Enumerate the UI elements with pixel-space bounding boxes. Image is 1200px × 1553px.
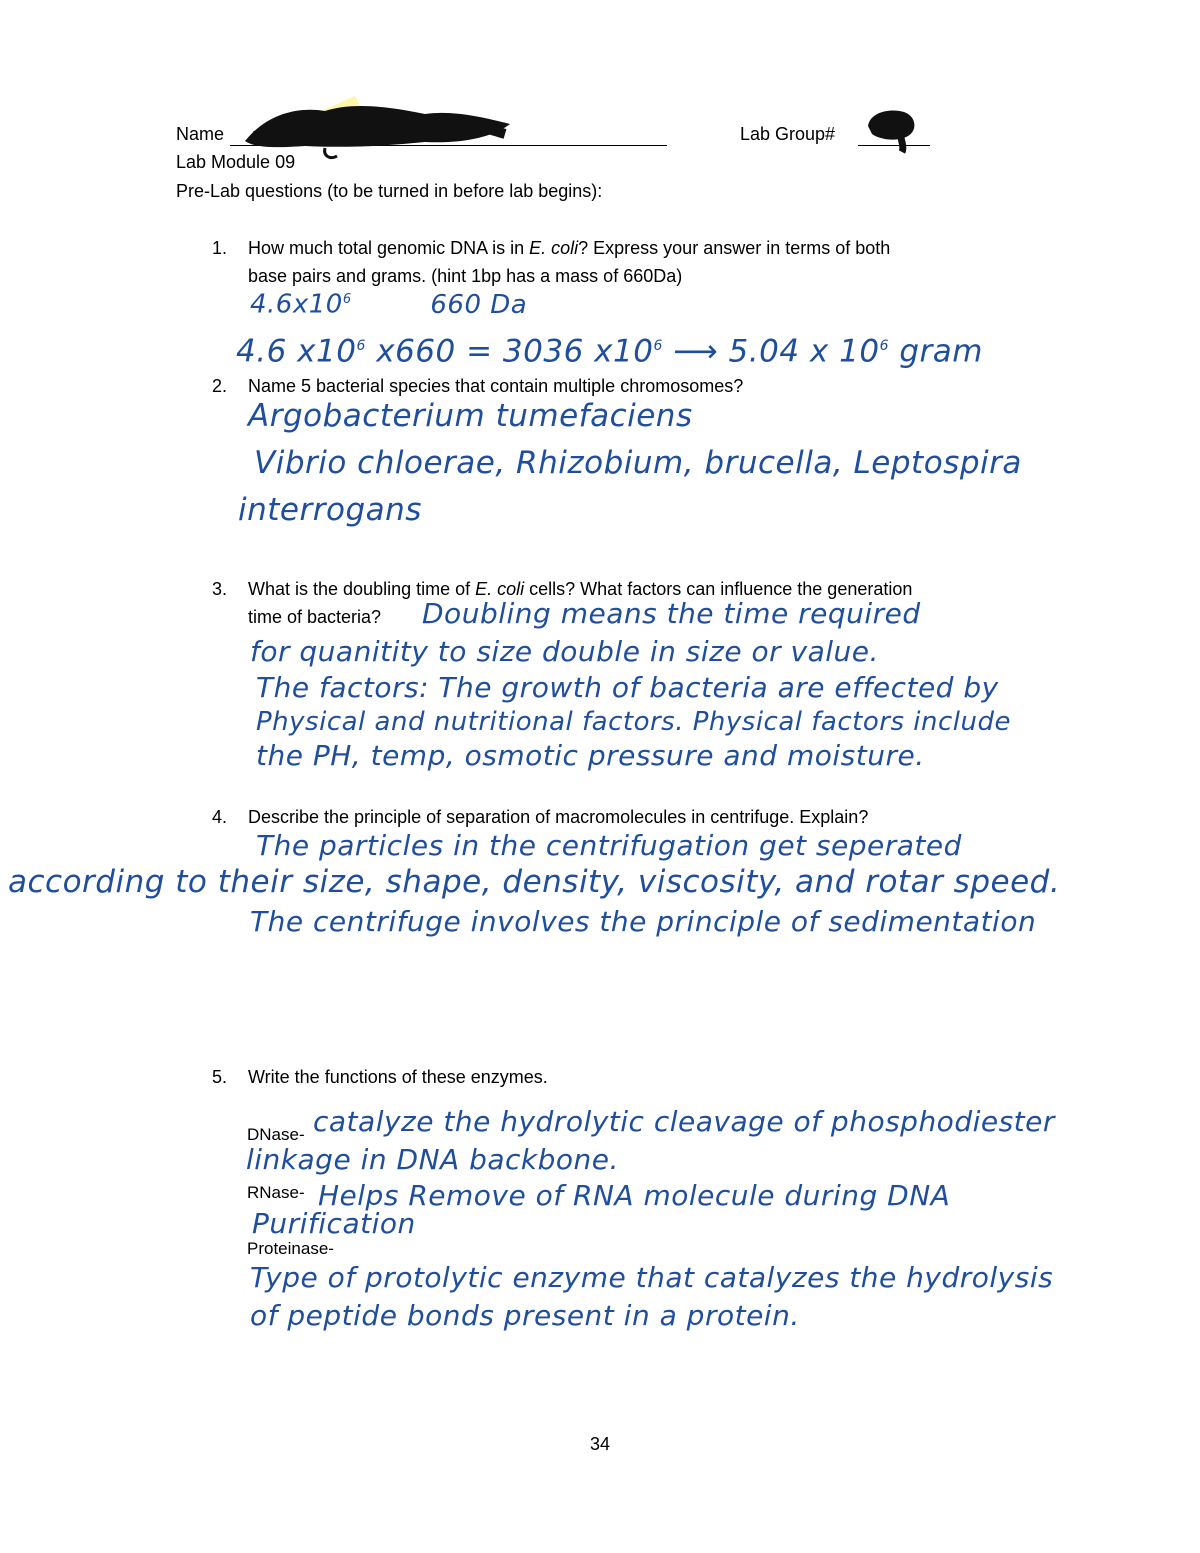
answer-1-line-1: $4.6x10^6$ 660 Da xyxy=(250,289,528,320)
answer-2-line-1: Argobacterium tumefaciens xyxy=(248,398,693,434)
dnase-answer-line-1: catalyze the hydrolytic cleavage of phosphodiester xyxy=(313,1105,1055,1138)
question-number: 3. xyxy=(212,579,228,599)
rnase-answer-line-2: Purification xyxy=(252,1207,416,1240)
dnase-answer-line-2: linkage in DNA backbone. xyxy=(246,1143,619,1176)
question-3: 3. What is the doubling time of E. coli cells? What factors can influence the generation xyxy=(212,579,913,599)
answer-3-line-1: Doubling means the time required xyxy=(422,597,921,630)
proteinase-answer-line-2: of peptide bonds present in a protein. xyxy=(250,1299,800,1332)
question-number: 4. xyxy=(212,807,228,827)
question-number: 5. xyxy=(212,1067,228,1087)
dnase-label: DNase- xyxy=(247,1125,305,1144)
answer-2-line-2: Vibrio chloerae, Rhizobium, brucella, Leptospira xyxy=(254,445,1022,481)
answer-2-line-3: interrogans xyxy=(238,492,422,528)
question-3-line-2: time of bacteria? xyxy=(248,607,382,627)
answer-3-line-2: for quanitity to size double in size or value. xyxy=(250,635,879,668)
rnase-answer-line-1: Helps Remove of RNA molecule during DNA xyxy=(318,1179,951,1212)
lab-group-label: Lab Group# xyxy=(740,124,836,144)
question-1-line-2: base pairs and grams. (hint 1bp has a mass of 660Da) xyxy=(248,266,683,286)
name-label: Name xyxy=(176,124,225,144)
question-5: 5. Write the functions of these enzymes. xyxy=(212,1067,548,1087)
question-1: 1. How much total genomic DNA is in E. coli? Express your answer in terms of both xyxy=(212,238,891,258)
pre-lab-instructions: Pre-Lab questions (to be turned in before lab begins): xyxy=(176,181,603,201)
proteinase-answer-line-1: Type of protolytic enzyme that catalyzes the hydrolysis xyxy=(250,1261,1054,1294)
lab-module: Lab Module 09 xyxy=(176,152,296,172)
answer-3-line-5: the PH, temp, osmotic pressure and moisture. xyxy=(256,739,925,772)
answer-3-line-4: Physical and nutritional factors. Physical factors include xyxy=(256,707,1011,737)
redacted-group-scribble xyxy=(860,104,926,154)
question-4: 4. Describe the principle of separation of macromolecules in centrifuge. Explain? xyxy=(212,807,869,827)
question-2: 2. Name 5 bacterial species that contain multiple chromosomes? xyxy=(212,376,744,396)
answer-4-line-1: The particles in the centrifugation get seperated xyxy=(256,829,962,862)
rnase-label: RNase- xyxy=(247,1183,305,1202)
answer-1-line-2: 4.6 $x10^6$ x660 = 3036 $x10^6$ ⟶ 5.04 x $10^6$ gram xyxy=(236,333,983,370)
answer-4-line-2: according to their size, shape, density, viscosity, and rotar speed. xyxy=(8,864,1061,900)
page-number: 34 xyxy=(590,1434,611,1454)
answer-4-line-3: The centrifuge involves the principle of sedimentation xyxy=(250,905,1037,938)
question-number: 2. xyxy=(212,376,228,396)
proteinase-label: Proteinase- xyxy=(247,1239,334,1258)
answer-3-line-3: The factors: The growth of bacteria are effected by xyxy=(256,671,999,704)
question-number: 1. xyxy=(212,238,228,258)
